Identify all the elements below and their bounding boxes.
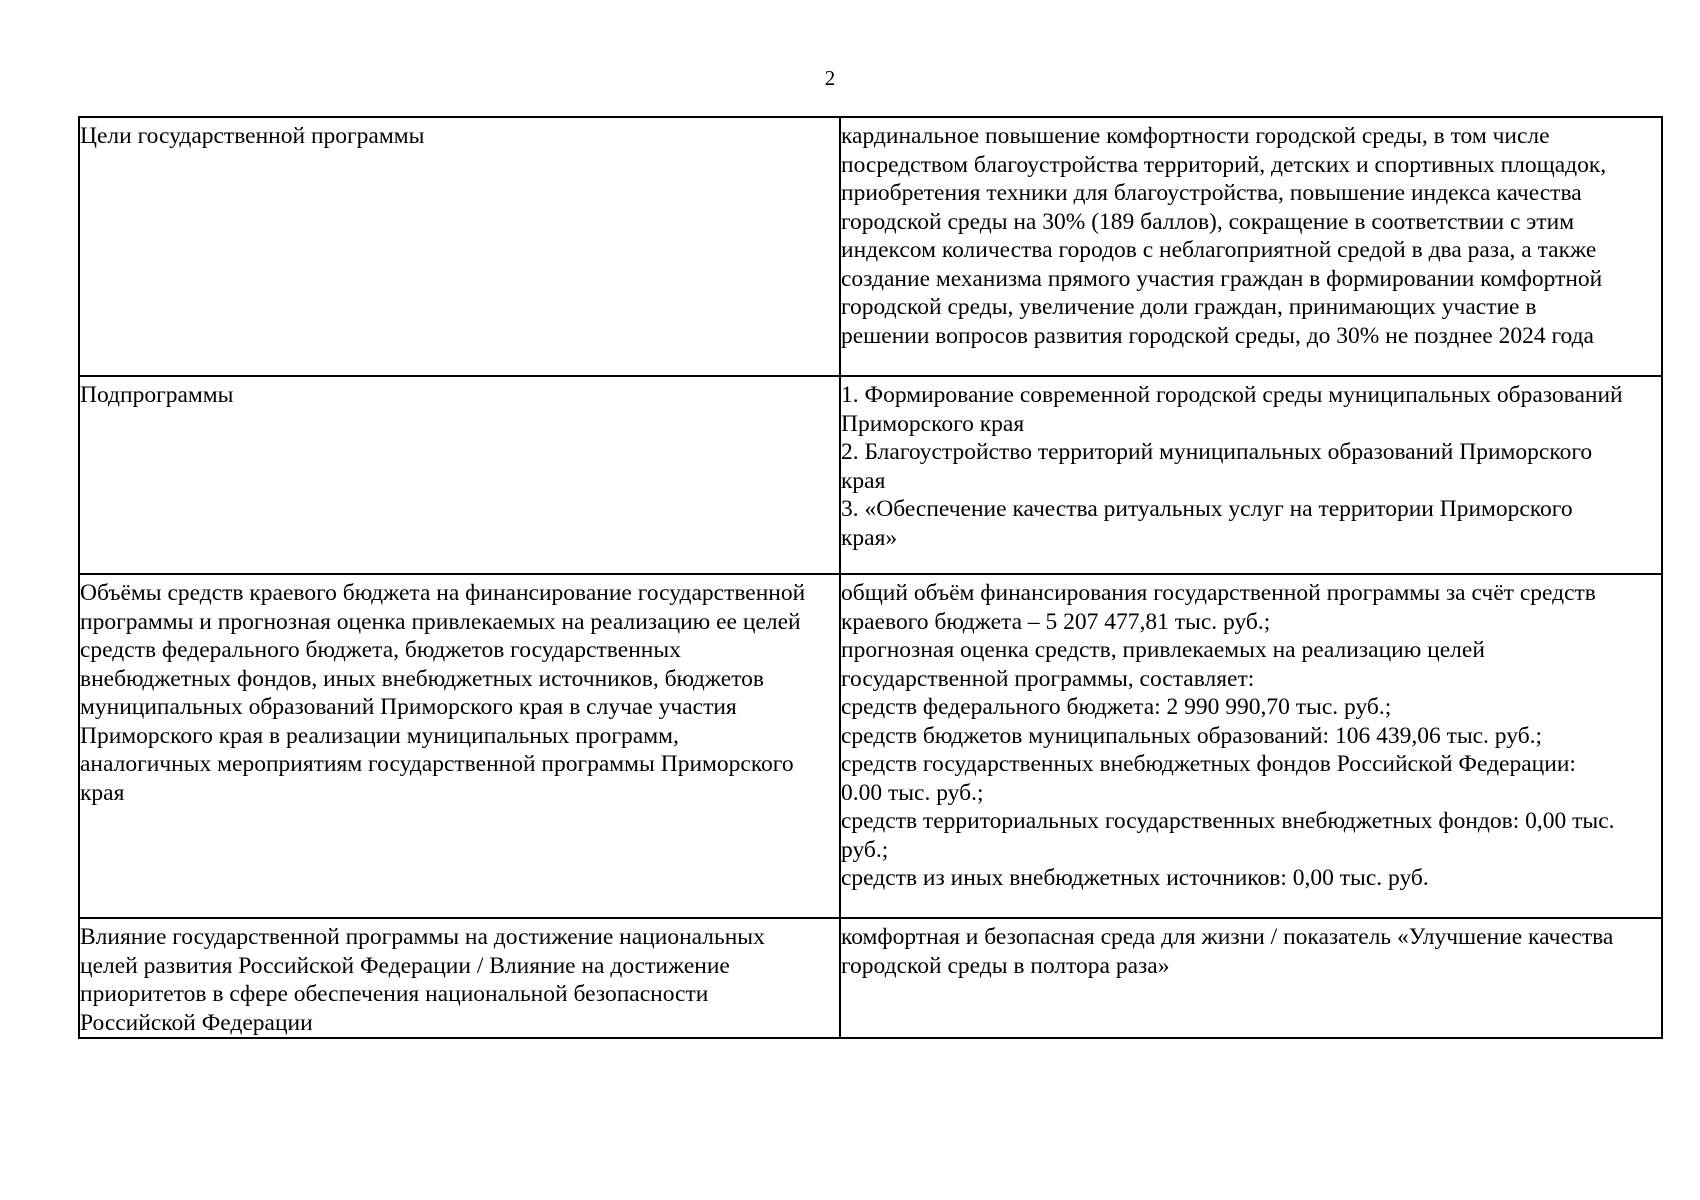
row-value-line: решении вопросов развития городской среды, до 30% не позднее 2024 года xyxy=(841,322,1594,349)
row-value-line: средств территориальных государственных внебюджетных фондов: 0,00 тыс. xyxy=(841,808,1615,834)
row-value-line: городской среды в полтора раза» xyxy=(841,952,1170,979)
row-value-line: приобретения техники для благоустройства, повышение индекса качества xyxy=(841,180,1582,206)
row-value-line: 0.00 тыс. руб.; xyxy=(841,779,984,806)
row-label-line: Подпрограммы xyxy=(80,382,234,408)
row-value-line: посредством благоустройства территорий, детских и спортивных площадок, xyxy=(841,151,1607,178)
row-value-line: средств федерального бюджета: 2 990 990,70 тыс. руб.; xyxy=(841,694,1392,720)
row-label-cell xyxy=(79,918,840,1038)
row-value-line: городской среды, увеличение доли граждан, принимающих участие в xyxy=(841,294,1537,320)
row-label-line: Российской Федерации xyxy=(80,1009,313,1036)
row-label-line: средств федерального бюджета, бюджетов государственных xyxy=(80,637,681,663)
row-value-line: края xyxy=(841,467,886,494)
table-row-national-goals xyxy=(79,918,1662,1038)
row-value-cell xyxy=(840,918,1662,1038)
row-value-line: комфортная и безопасная среда для жизни / показатель «Улучшение качества xyxy=(841,924,1614,950)
row-value-line: руб.; xyxy=(841,836,889,863)
row-label-line: Объёмы средств краевого бюджета на финансирование государственной xyxy=(80,580,806,606)
row-label-cell xyxy=(79,376,840,574)
row-value-line: 2. Благоустройство территорий муниципальных образований Приморского xyxy=(841,439,1593,465)
row-value-line: края» xyxy=(841,524,898,551)
row-value-line: средств государственных внебюджетных фондов Российской Федерации: xyxy=(841,751,1576,777)
row-value-line: средств бюджетов муниципальных образований: 106 439,06 тыс. руб.; xyxy=(841,722,1543,749)
program-passport-table xyxy=(78,116,1663,1039)
row-value-line: государственной программы, составляет: xyxy=(841,665,1255,692)
row-value-line: общий объём финансирования государственной программы за счёт средств xyxy=(841,580,1596,606)
row-value-line: 1. Формирование современной городской среды муниципальных образований xyxy=(841,382,1623,408)
page-number: 2 xyxy=(824,66,836,90)
row-label-cell xyxy=(79,574,840,918)
row-value-line: индексом количества городов с неблагоприятной средой в два раза, а также xyxy=(841,237,1597,263)
row-label-line: программы и прогнозная оценка привлекаемых на реализацию ее целей xyxy=(80,608,801,635)
row-value-line: Приморского края xyxy=(841,410,1025,437)
row-label-line: целей развития Российской Федерации / Влияние на достижение xyxy=(80,952,730,979)
row-value-line: прогнозная оценка средств, привлекаемых на реализацию целей xyxy=(841,637,1485,663)
row-value-line: краевого бюджета – 5 207 477,81 тыс. руб.; xyxy=(841,608,1271,635)
row-value-line: кардинальное повышение комфортности городской среды, в том числе xyxy=(841,123,1550,149)
row-label-line: внебюджетных фондов, иных внебюджетных источников, бюджетов xyxy=(80,665,765,692)
table-row-subprograms xyxy=(79,376,1662,574)
row-label-line: приоритетов в сфере обеспечения национальной безопасности xyxy=(80,981,709,1007)
row-label-line: Влияние государственной программы на достижение национальных xyxy=(80,924,765,950)
row-label-line: аналогичных мероприятиям государственной программы Приморского xyxy=(80,751,794,777)
row-label-line: Цели государственной программы xyxy=(80,123,425,149)
row-value-line: 3. «Обеспечение качества ритуальных услуг на территории Приморского xyxy=(841,496,1573,522)
row-value-line: средств из иных внебюджетных источников: 0,00 тыс. руб. xyxy=(841,865,1429,891)
row-label-line: Приморского края в реализации муниципальных программ, xyxy=(80,722,679,749)
row-value-cell xyxy=(840,574,1662,918)
row-label-line: муниципальных образований Приморского края в случае участия xyxy=(80,694,737,720)
row-value-line: создание механизма прямого участия граждан в формировании комфортной xyxy=(841,265,1603,292)
row-value-line: городской среды на 30% (189 баллов), сокращение в соответствии с этим xyxy=(841,208,1575,235)
table-row-budget xyxy=(79,574,1662,918)
row-label-line: края xyxy=(80,779,125,806)
table-row-goals xyxy=(79,117,1662,376)
row-value-cell xyxy=(840,117,1662,376)
row-label-cell xyxy=(79,117,840,376)
row-value-cell xyxy=(840,376,1662,574)
